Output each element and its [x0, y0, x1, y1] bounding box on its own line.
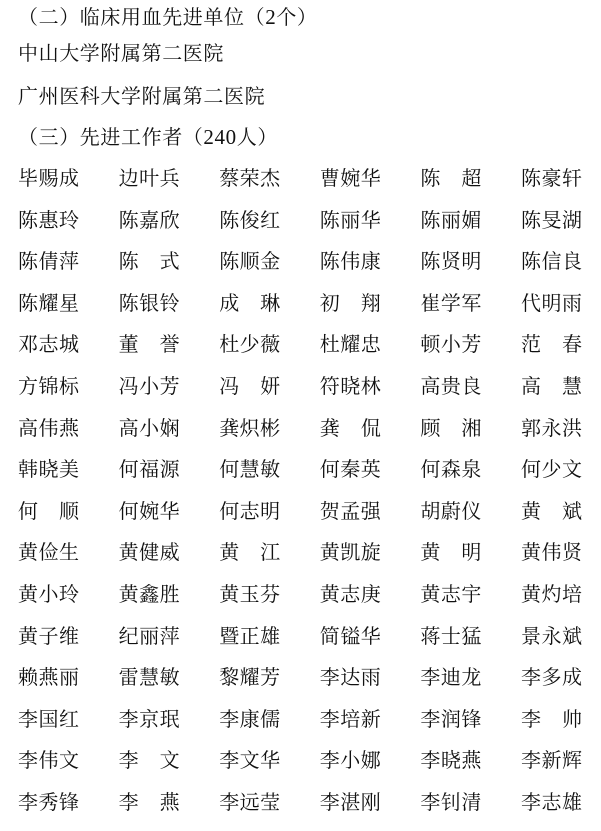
worker-name: 黄健威	[118, 540, 181, 565]
worker-name: 韩晓美	[18, 457, 80, 482]
worker-name: 赖燕丽	[18, 665, 80, 690]
worker-name: 李新辉	[520, 748, 583, 773]
worker-name: 郭永洪	[520, 415, 583, 440]
worker-name: 黄志宇	[420, 581, 482, 606]
section-2-heading-suffix: 个）	[276, 5, 318, 29]
worker-name: 黄俭生	[18, 540, 80, 565]
worker-name: 暨正雄	[219, 623, 281, 648]
worker-name: 陈嘉欣	[118, 207, 181, 232]
section-2-heading-prefix: （二）临床用血先进单位（	[18, 5, 266, 29]
worker-name: 初 翔	[319, 290, 382, 315]
worker-name: 陈信良	[520, 249, 583, 274]
worker-name: 黄 江	[219, 540, 281, 565]
worker-name: 黄伟贤	[520, 540, 583, 565]
worker-name: 李文华	[219, 748, 281, 773]
worker-name: 陈伟康	[319, 249, 382, 274]
worker-name: 景永斌	[520, 623, 583, 648]
worker-name: 符晓林	[319, 373, 382, 398]
worker-name: 陈贤明	[420, 249, 482, 274]
worker-name: 曹婉华	[319, 166, 382, 190]
worker-name: 李多成	[520, 665, 583, 690]
worker-name: 贺孟强	[319, 498, 382, 523]
worker-name: 代明雨	[520, 290, 583, 315]
worker-name: 方锦标	[18, 373, 80, 398]
worker-name: 李志雄	[520, 789, 583, 814]
worker-name: 何 顺	[18, 498, 80, 523]
worker-name: 毕赐成	[18, 166, 80, 190]
worker-name: 黄凯旋	[319, 540, 382, 565]
worker-name: 边叶兵	[118, 166, 181, 190]
worker-name: 李 帅	[520, 706, 583, 731]
worker-name: 何婉华	[118, 498, 181, 523]
worker-name: 李远莹	[219, 789, 281, 814]
worker-name: 李达雨	[319, 665, 382, 690]
worker-name: 何福源	[118, 457, 181, 482]
worker-name: 高 慧	[520, 373, 583, 398]
section-2-heading-count: 2	[265, 5, 277, 29]
worker-name: 董 誉	[118, 332, 181, 357]
worker-name: 龚炽彬	[219, 415, 281, 440]
worker-name: 何森泉	[420, 457, 482, 482]
worker-name: 杜少薇	[219, 332, 281, 357]
worker-name: 龚 侃	[319, 415, 382, 440]
worker-name: 黄玉芬	[219, 581, 281, 606]
worker-name: 黎耀芳	[219, 665, 281, 690]
worker-name: 黄子维	[18, 623, 80, 648]
worker-name: 胡蔚仪	[420, 498, 482, 523]
advanced-unit-item: 广州医科大学附属第二医院	[18, 84, 266, 108]
worker-name: 李钊清	[420, 789, 482, 814]
worker-name: 李秀锋	[18, 789, 80, 814]
worker-name: 杜耀忠	[319, 332, 382, 357]
worker-name: 陈惠玲	[18, 207, 80, 232]
section-3-heading-suffix: 人）	[236, 125, 278, 149]
worker-name: 李国红	[18, 706, 80, 731]
worker-name: 高小娴	[118, 415, 181, 440]
worker-name: 黄 斌	[520, 498, 583, 523]
advanced-unit-item: 中山大学附属第二医院	[18, 41, 224, 65]
worker-name: 陈倩萍	[18, 249, 80, 274]
worker-name: 李晓燕	[420, 748, 482, 773]
worker-name: 高伟燕	[18, 415, 80, 440]
worker-name: 陈顺金	[219, 249, 281, 274]
worker-name: 何秦英	[319, 457, 382, 482]
worker-names-grid	[18, 165, 601, 831]
worker-name: 陈丽媚	[420, 207, 482, 232]
worker-name: 陈 超	[420, 166, 482, 190]
worker-name: 陈丽华	[319, 207, 382, 232]
worker-name: 高贵良	[420, 373, 482, 398]
worker-name: 黄小玲	[18, 581, 80, 606]
worker-name: 顿小芳	[420, 332, 482, 357]
worker-name: 李康儒	[219, 706, 281, 731]
section-3-heading-count: 240	[203, 125, 237, 149]
worker-name: 蒋士猛	[420, 623, 482, 648]
worker-name: 陈俊红	[219, 207, 281, 232]
worker-name: 李迪龙	[420, 665, 482, 690]
worker-name: 李 燕	[118, 789, 181, 814]
worker-name: 李湛刚	[319, 789, 382, 814]
worker-name: 陈银铃	[118, 290, 181, 315]
worker-name: 陈旻湖	[520, 207, 583, 232]
worker-name: 冯小芳	[118, 373, 181, 398]
worker-name: 李培新	[319, 706, 382, 731]
worker-name: 李润锋	[420, 706, 482, 731]
section-3-heading	[18, 124, 278, 150]
section-2-heading	[18, 4, 318, 30]
worker-name: 何慧敏	[219, 457, 281, 482]
worker-name: 李伟文	[18, 748, 80, 773]
worker-name: 黄鑫胜	[118, 581, 181, 606]
worker-name: 简镒华	[319, 623, 382, 648]
worker-name: 陈豪轩	[520, 166, 583, 190]
worker-name: 李 文	[118, 748, 181, 773]
worker-name: 陈耀星	[18, 290, 80, 315]
worker-name: 黄志庚	[319, 581, 382, 606]
worker-name: 崔学军	[420, 290, 482, 315]
worker-name: 李小娜	[319, 748, 382, 773]
worker-name: 顾 湘	[420, 415, 482, 440]
worker-name: 邓志城	[18, 332, 80, 357]
worker-name: 蔡荣杰	[219, 166, 281, 190]
worker-name: 何志明	[219, 498, 281, 523]
worker-name: 陈 式	[118, 249, 181, 274]
worker-name: 冯 妍	[219, 373, 281, 398]
worker-name: 黄 明	[420, 540, 482, 565]
worker-name: 成 琳	[219, 290, 281, 315]
worker-name: 范 春	[520, 332, 583, 357]
worker-name: 何少文	[520, 457, 583, 482]
worker-name: 黄灼培	[520, 581, 583, 606]
worker-name: 纪丽萍	[118, 623, 181, 648]
worker-name: 雷慧敏	[118, 665, 181, 690]
section-3-heading-prefix: （三）先进工作者（	[18, 125, 204, 149]
worker-name: 李京珉	[118, 706, 181, 731]
